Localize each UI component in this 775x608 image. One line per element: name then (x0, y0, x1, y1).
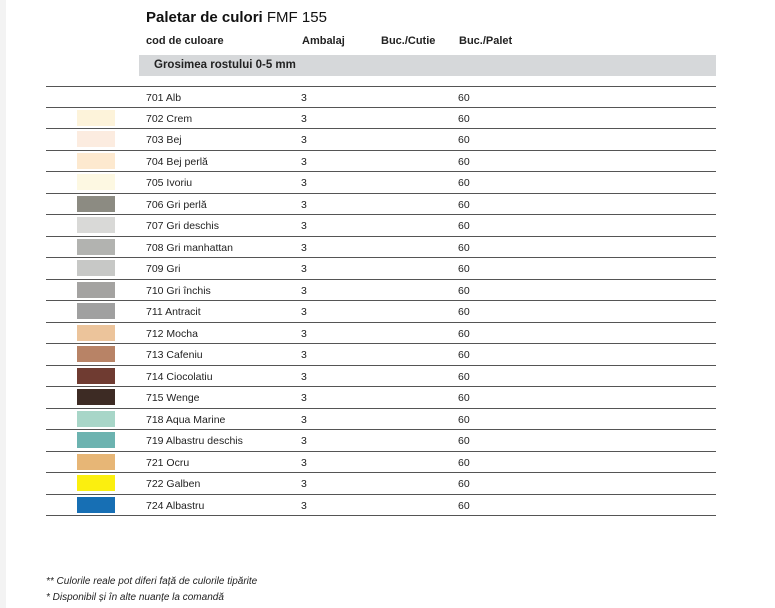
header-code: cod de culoare (146, 35, 224, 47)
palet-value: 60 (458, 284, 470, 297)
ambalaj-value: 3 (301, 499, 307, 512)
ambalaj-value: 3 (301, 327, 307, 340)
palet-value: 60 (458, 392, 470, 404)
table-row (46, 215, 716, 237)
color-swatch (77, 303, 115, 319)
color-swatch (77, 454, 115, 470)
footnote-colors: ** Culorile reale pot diferi față de culorile tipărite (46, 576, 258, 587)
ambalaj-value: 3 (301, 220, 307, 232)
color-swatch (77, 196, 115, 212)
ambalaj-value: 3 (301, 392, 307, 404)
table-row (46, 409, 716, 431)
color-name: 707 Gri deschis (146, 220, 219, 232)
color-swatch (77, 411, 115, 427)
table-row (46, 473, 716, 495)
table-row (46, 86, 716, 108)
palet-value: 60 (458, 478, 470, 490)
palet-value: 60 (458, 499, 470, 512)
color-swatch (77, 89, 115, 105)
color-swatch (77, 368, 115, 384)
ambalaj-value: 3 (301, 306, 307, 318)
ambalaj-value: 3 (301, 284, 307, 297)
table-row (46, 258, 716, 280)
palet-value: 60 (458, 92, 470, 104)
table-row (46, 366, 716, 388)
color-name: 703 Bej (146, 134, 182, 146)
header-cutie: Buc./Cutie (381, 35, 436, 47)
color-name: 722 Galben (146, 478, 201, 490)
color-name: 711 Antracit (146, 306, 201, 318)
color-swatch (77, 346, 115, 362)
palet-value: 60 (458, 177, 470, 189)
table-row (46, 194, 716, 216)
color-name: 710 Gri închis (146, 284, 211, 297)
table-row (46, 129, 716, 151)
table-row (46, 151, 716, 173)
color-name: 721 Ocru (146, 456, 190, 469)
color-swatch (77, 217, 115, 233)
header-palet: Buc./Palet (459, 35, 513, 47)
color-swatch (77, 131, 115, 147)
footnote-availability: * Disponibil și în alte nuanțe la comandă (46, 592, 224, 603)
palet-value: 60 (458, 306, 470, 318)
table-row (46, 387, 716, 409)
palet-value: 60 (458, 155, 470, 168)
page-title (146, 9, 327, 26)
color-swatch (77, 432, 115, 448)
table-row (46, 452, 716, 474)
table-row (46, 237, 716, 259)
palet-value: 60 (458, 435, 470, 447)
table-row (46, 280, 716, 302)
color-name: 718 Aqua Marine (146, 413, 226, 426)
palet-value: 60 (458, 263, 470, 275)
palet-value: 60 (458, 327, 470, 340)
table-row (46, 108, 716, 130)
ambalaj-value: 3 (301, 92, 307, 104)
palet-value: 60 (458, 112, 470, 125)
color-swatch (77, 325, 115, 341)
table-row (46, 172, 716, 194)
ambalaj-value: 3 (301, 198, 307, 211)
palet-value: 60 (458, 241, 470, 254)
color-swatch (77, 282, 115, 298)
color-name: 715 Wenge (146, 392, 200, 404)
color-name: 702 Crem (146, 112, 193, 125)
color-swatch (77, 110, 115, 126)
ambalaj-value: 3 (301, 134, 307, 146)
table-row (46, 323, 716, 345)
ambalaj-value: 3 (301, 155, 307, 168)
section-band (139, 55, 716, 76)
color-swatch (77, 497, 115, 513)
color-name: 714 Ciocolatiu (146, 370, 213, 383)
palet-value: 60 (458, 220, 470, 232)
palet-value: 60 (458, 413, 470, 426)
color-name: 713 Cafeniu (146, 349, 203, 361)
color-name: 701 Alb (146, 92, 182, 104)
section-title: Grosimea rostului 0-5 mm (154, 59, 296, 71)
color-name: 724 Albastru (146, 499, 205, 512)
color-swatch (77, 174, 115, 190)
ambalaj-value: 3 (301, 456, 307, 469)
ambalaj-value: 3 (301, 263, 307, 275)
ambalaj-value: 3 (301, 112, 307, 125)
color-name: 712 Mocha (146, 327, 198, 340)
ambalaj-value: 3 (301, 435, 307, 447)
color-name: 709 Gri (146, 263, 181, 275)
table-row (46, 344, 716, 366)
color-swatch (77, 389, 115, 405)
color-name: 704 Bej perlă (146, 155, 208, 168)
ambalaj-value: 3 (301, 370, 307, 383)
palet-value: 60 (458, 370, 470, 383)
color-swatch (77, 260, 115, 276)
table-row (46, 495, 716, 517)
color-name: 706 Gri perlă (146, 198, 207, 211)
left-edge-strip (0, 0, 6, 608)
ambalaj-value: 3 (301, 241, 307, 254)
color-name: 708 Gri manhattan (146, 241, 233, 254)
color-swatch (77, 475, 115, 491)
color-swatch (77, 153, 115, 169)
ambalaj-value: 3 (301, 478, 307, 490)
table-row (46, 430, 716, 452)
color-name: 705 Ivoriu (146, 177, 193, 189)
color-swatch (77, 239, 115, 255)
palet-value: 60 (458, 134, 470, 146)
ambalaj-value: 3 (301, 413, 307, 426)
title-bold: Paletar de culori (146, 9, 263, 26)
palet-value: 60 (458, 349, 470, 361)
ambalaj-value: 3 (301, 177, 307, 189)
header-ambalaj: Ambalaj (302, 35, 345, 47)
palet-value: 60 (458, 198, 470, 211)
ambalaj-value: 3 (301, 349, 307, 361)
table-row (46, 301, 716, 323)
title-product: FMF 155 (266, 9, 327, 26)
color-name: 719 Albastru deschis (146, 435, 243, 447)
palet-value: 60 (458, 456, 470, 469)
